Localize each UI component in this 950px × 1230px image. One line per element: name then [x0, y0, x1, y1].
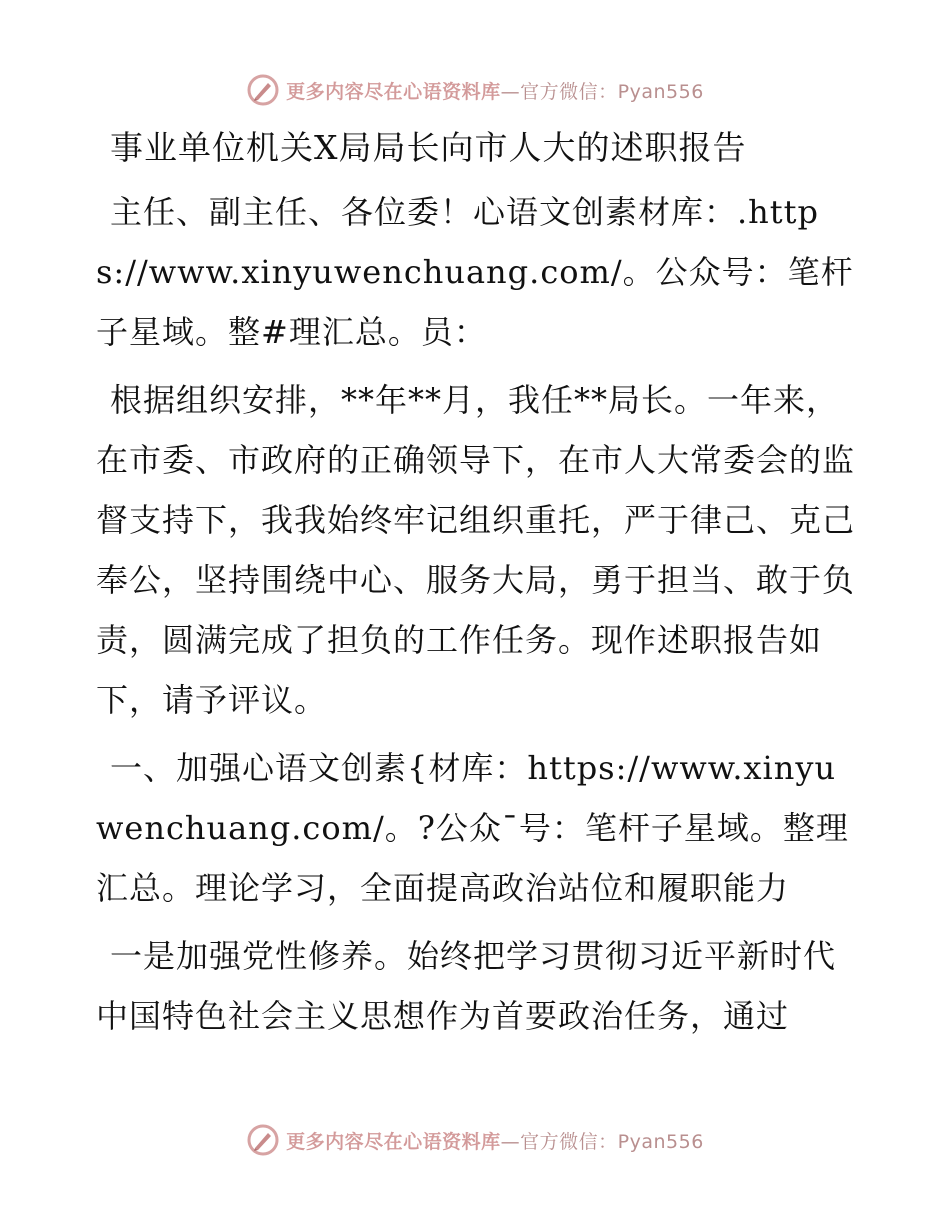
watermark-footer — [0, 1120, 950, 1160]
paragraph-section-one-heading: 一、加强心语文创素{材库：https://www.xinyuwenchuang.com/。?公众¯号：笔杆子星域。整理汇总。理论学习，全面提高政治站位和履职能力 — [96, 749, 849, 907]
watermark-text — [286, 77, 704, 104]
paragraph-intro: 根据组织安排，**年**月，我任**局长。一年来，在市委、市政府的正确领导下，在市人大常委会的监督支持下，我我始终牢记组织重托，严于律己、克己奉公，坚持围绕中心、服务大局，勇于担当、敢于负责，圆满完成了担负的工作任务。现作述职报告如下，请予评议。 — [96, 381, 856, 719]
pen-logo-icon — [246, 73, 280, 107]
watermark-sub: 官方微信：Pyan556 — [520, 80, 704, 103]
document-title: 事业单位机关X局局长向市人大的述职报告 — [110, 128, 747, 167]
watermark-main: 更多内容尽在心语资料库 — [286, 80, 501, 103]
document-body — [96, 120, 856, 1054]
watermark-sub: 官方微信：Pyan556 — [520, 1130, 704, 1153]
paragraph-point-one: 一是加强党性修养。始终把学习贯彻习近平新时代中国特色社会主义思想作为首要政治任务，通过 — [96, 937, 837, 1035]
watermark-dash: — — [500, 80, 521, 103]
watermark-header — [0, 70, 950, 110]
pen-logo-icon — [246, 1123, 280, 1157]
watermark-text — [286, 1127, 704, 1154]
paragraph-salutation: 主任、副主任、各位委！心语文创素材库：.https://www.xinyuwenchuang.com/。公众号：笔杆子星域。整#理汇总。员： — [96, 193, 854, 351]
watermark-dash: — — [500, 1130, 521, 1153]
watermark-main: 更多内容尽在心语资料库 — [286, 1130, 501, 1153]
